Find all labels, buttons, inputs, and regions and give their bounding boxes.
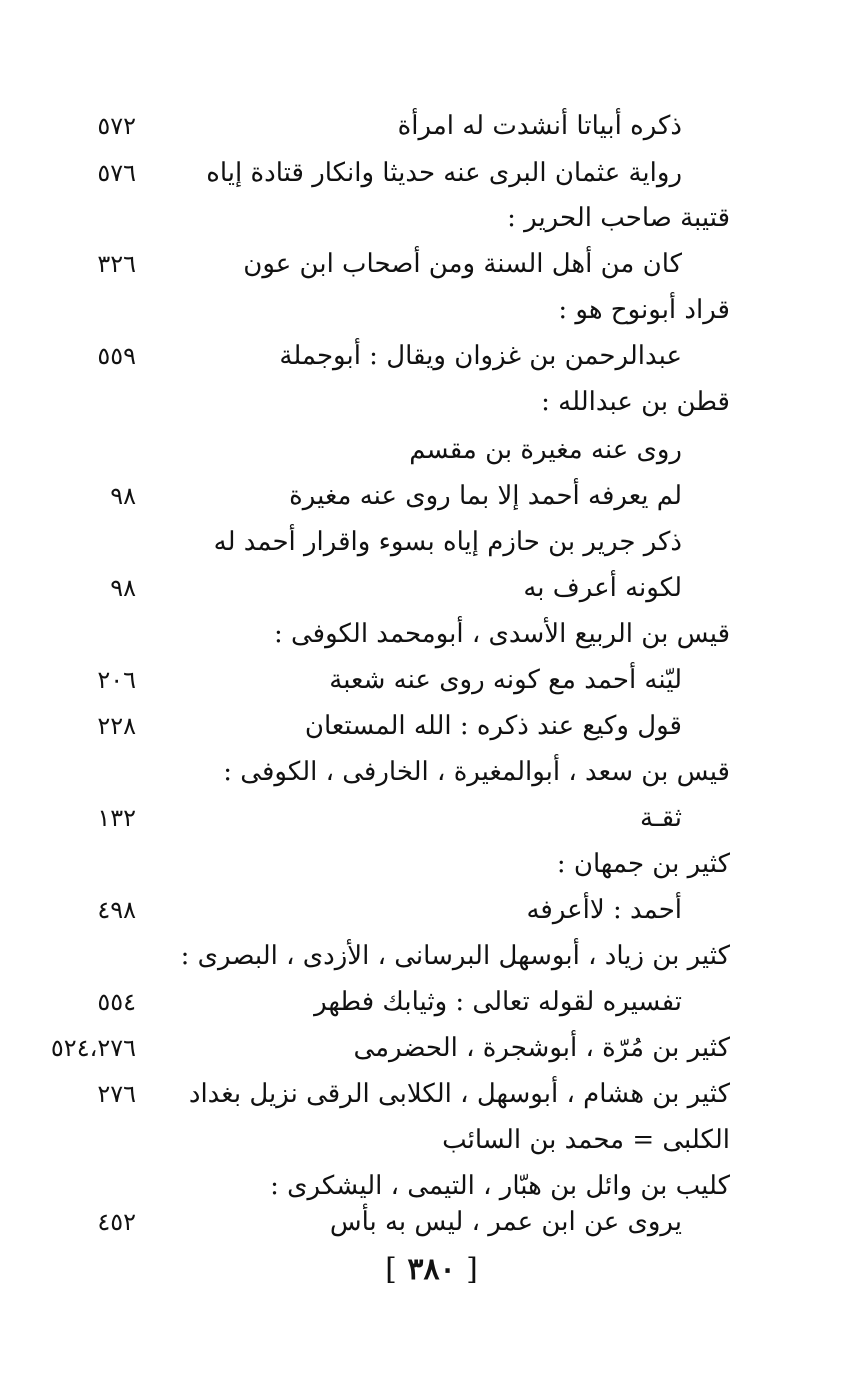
index-heading	[40, 1072, 730, 1116]
heading-text: كثير بن زياد ، أبوسهل البرسانى ، الأزدى ، البصرى :	[180, 941, 730, 971]
folio-bracket-open: [	[466, 1252, 478, 1287]
index-heading	[40, 1118, 730, 1162]
heading-text: كليب بن وائل بن هبّار ، التيمى ، اليشكرى :	[270, 1171, 730, 1201]
index-heading	[40, 288, 730, 332]
entry-text: ثقـة	[640, 803, 682, 833]
entry-text: ذكر جرير بن حازم إياه بسوء واقرار أحمد له	[213, 527, 682, 557]
entry-text: تفسيره لقوله تعالى : وثيابك فطهر	[314, 987, 682, 1017]
heading-text: كثير بن هشام ، أبوسهل ، الكلابى الرقى نزيل بغداد	[188, 1079, 730, 1109]
index-entry	[40, 658, 730, 702]
entry-text: رواية عثمان البرى عنه حديثا وانكار قتادة إياه	[206, 158, 682, 188]
page-reference: ٤٩٨	[97, 896, 136, 924]
page-reference: ٥٥٤	[97, 988, 136, 1016]
page-reference: ٥٧٦	[97, 159, 136, 187]
page-reference: ٩٨	[110, 574, 136, 602]
page-reference: ٤٥٢	[97, 1208, 136, 1236]
entry-text: روى عنه مغيرة بن مقسم	[409, 435, 682, 465]
page-reference: ٥٧٢	[97, 112, 136, 140]
page-reference: ٢٠٦	[97, 666, 136, 694]
index-entry	[40, 888, 730, 932]
heading-text: الكلبى = محمد بن السائب	[442, 1125, 730, 1155]
entry-text: ليّنه أحمد مع كونه روى عنه شعبة	[329, 665, 682, 695]
index-entry	[40, 980, 730, 1024]
index-entry	[40, 704, 730, 748]
index-heading	[40, 1026, 730, 1070]
index-entry	[40, 151, 730, 195]
heading-text: كثير بن مُرّة ، أبوشجرة ، الحضرمى	[353, 1033, 730, 1063]
folio-number: ٣٨٠	[407, 1252, 456, 1287]
folio-bracket-close: ]	[385, 1252, 397, 1287]
page-reference: ٩٨	[110, 482, 136, 510]
index-heading	[40, 750, 730, 794]
index-entry	[40, 334, 730, 378]
page-reference: ٥٥٩	[97, 342, 136, 370]
heading-text: قيس بن سعد ، أبوالمغيرة ، الخارفى ، الكوفى :	[223, 757, 730, 787]
entry-text: لم يعرفه أحمد إلا بما روى عنه مغيرة	[289, 481, 682, 511]
entry-text: كان من أهل السنة ومن أصحاب ابن عون	[243, 249, 682, 279]
index-entry	[40, 520, 730, 564]
page-reference: ١٣٢	[97, 804, 136, 832]
index-entry	[40, 796, 730, 840]
entry-text: يروى عن ابن عمر ، ليس به بأس	[329, 1207, 682, 1237]
entry-text: عبدالرحمن بن غزوان ويقال : أبوجملة	[279, 341, 682, 371]
index-entry	[40, 1200, 730, 1244]
entry-text: لكونه أعرف به	[523, 573, 682, 603]
page-reference: ٥٢٤،٢٧٦	[50, 1034, 136, 1062]
page-reference: ٣٢٦	[97, 250, 136, 278]
entry-text: أحمد : لاأعرفه	[526, 895, 682, 925]
page-reference: ٢٢٨	[97, 712, 136, 740]
index-entry	[40, 474, 730, 518]
index-heading	[40, 612, 730, 656]
heading-text: قراد أبونوح هو :	[558, 295, 730, 325]
heading-text: قطن بن عبدالله :	[541, 387, 730, 417]
page-reference: ٢٧٦	[97, 1080, 136, 1108]
index-heading	[40, 380, 730, 424]
entry-text: ذكره أبياتا أنشدت له امرأة	[397, 111, 682, 141]
index-entry	[40, 104, 730, 148]
index-entry	[40, 242, 730, 286]
index-entry	[40, 566, 730, 610]
page-number	[0, 1248, 863, 1292]
index-heading	[40, 934, 730, 978]
index-entry	[40, 428, 730, 472]
index-heading	[40, 842, 730, 886]
heading-text: كثير بن جمهان :	[556, 849, 730, 879]
heading-text: قتيبة صاحب الحرير :	[507, 203, 730, 233]
index-heading	[40, 196, 730, 240]
entry-text: قول وكيع عند ذكره : الله المستعان	[304, 711, 682, 741]
heading-text: قيس بن الربيع الأسدى ، أبومحمد الكوفى :	[273, 619, 730, 649]
